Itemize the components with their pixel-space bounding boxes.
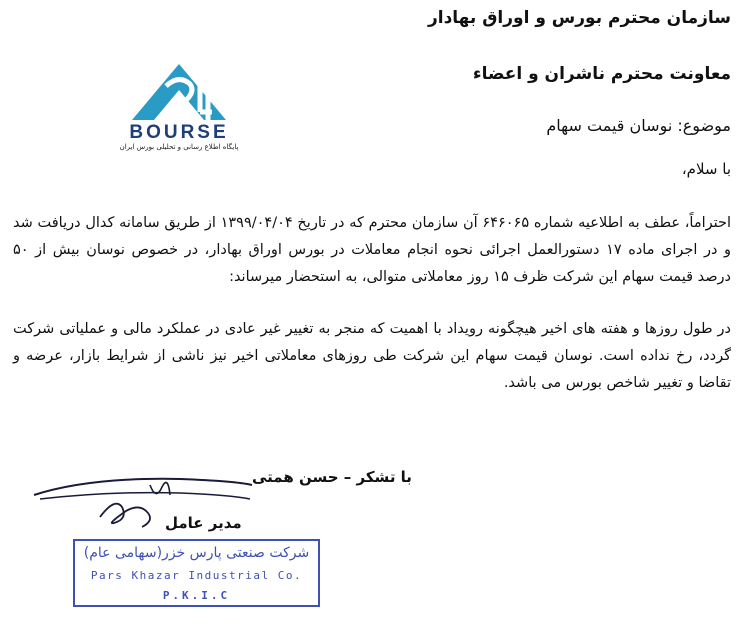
stamp-name-fa: شرکت صنعتی پارس خزر(سهامی عام)	[83, 545, 310, 561]
bourse-logo	[104, 62, 254, 152]
stamp-name-en: Pars Khazar Industrial Co.	[90, 569, 303, 582]
logo-mark-icon	[104, 62, 254, 152]
recipient-line-1: سازمان محترم بورس و اوراق بهادار	[427, 8, 731, 28]
paragraph-2: در طول روزها و هفته های اخیر هیچگونه رویداد با اهمیت که منجر به تغییر غیر عادی در عملکرد مالی و عملیاتی شرکت گردد، رخ نداده است. نوسان قیمت سهام این شرکت طی روزهای معاملاتی اخیر نیز ناشی از شرایط بازار، عرضه و تقاضا و تغییر شاخص بورس می باشد.	[13, 321, 731, 391]
closing-line: با تشکر – حسن همتی	[252, 468, 412, 486]
subject-line: موضوع: نوسان قیمت سهام	[546, 116, 731, 135]
signatory-title: مدیر عامل	[165, 514, 242, 532]
paragraph-1: احتراماً، عطف به اطلاعیه شماره ۶۴۶۰۶۵ آن سازمان محترم که در تاریخ ۱۳۹۹/۰۴/۰۴ از طریق سامانه کدال دریافت شد و در اجرای ماده ۱۷ دستورالعمل اجرائی نحوه انجام معاملات در بورس اوراق بهادار، در خصوص نوسان بیش از ۵۰ درصد قیمت سهام این شرکت ظرف ۱۵ روز معاملاتی متوالی، به استحضار میرساند:	[13, 215, 732, 285]
stamp-abbr: P.K.I.C	[162, 589, 231, 602]
logo-wordmark: BOURSE	[129, 122, 229, 143]
greeting: با سلام،	[681, 160, 731, 178]
logo-caption: پایگاه اطلاع رسانی و تحلیلی بورس ایران	[119, 143, 239, 151]
recipient-line-2: معاونت محترم ناشران و اعضاء	[472, 64, 731, 84]
company-stamp	[73, 539, 320, 607]
